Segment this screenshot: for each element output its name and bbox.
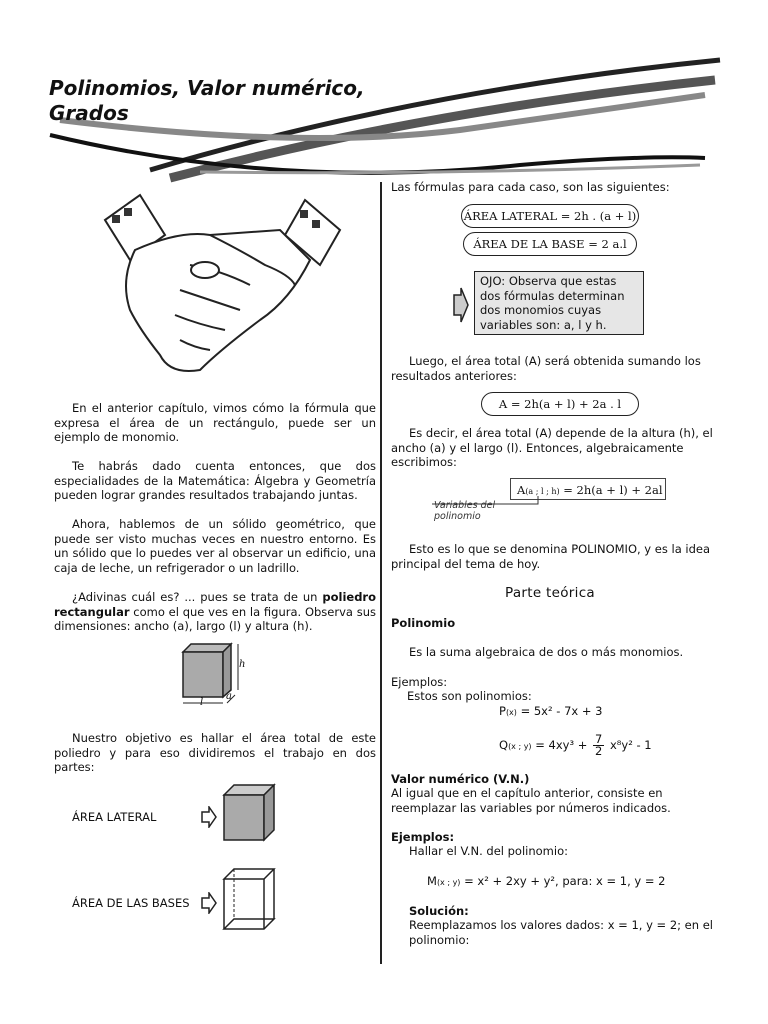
Q-fraction-den: 2: [595, 744, 603, 758]
formula-area-base: ÁREA DE LA BASE = 2 a.l: [463, 232, 637, 256]
ejemplos-label: Ejemplos:: [391, 675, 448, 689]
area-bases-label: ÁREA DE LAS BASES: [72, 896, 190, 910]
M-subscript: (x ; y): [436, 878, 461, 887]
page-title: [49, 76, 365, 126]
Q-subscript: (x ; y): [508, 742, 532, 751]
fig-label-a: a: [226, 691, 232, 702]
paragraph-intro: En el anterior capítulo, vimos cómo la fórmula que expresa el área de un rectángulo, puede ser un ejemplo de monomio.: [54, 401, 376, 444]
paragraph-objetivo: Nuestro objetivo es hallar el área total de este poliedro y para eso dividiremos el trabajo en dos partes:: [54, 731, 376, 774]
Q-fraction-num: 7: [595, 732, 603, 746]
poliedro-bold: poliedro rectangular: [54, 590, 376, 619]
box-formula-text: = 2h(a + l) + 2al: [563, 483, 663, 497]
Q-label: Q: [499, 738, 509, 752]
formulas-intro: Las fórmulas para cada caso, son las siguientes:: [391, 180, 670, 194]
estos-label: Estos son polinomios:: [407, 689, 532, 703]
P-label: P: [499, 704, 506, 718]
rectangular-prism-figure: [175, 640, 255, 712]
P-expression: = 5x² - 7x + 3: [520, 704, 603, 718]
polinomio-definition: Es la suma algebraica de dos o más monomios.: [409, 645, 684, 659]
formula-area-total: A = 2h(a + l) + 2a . l: [481, 392, 639, 416]
box-subscript: (a ; l ; h): [525, 487, 560, 496]
box-A: A: [517, 483, 526, 497]
P-subscript: (x): [505, 708, 517, 717]
polynomial-M: [427, 874, 665, 888]
formula-area-lateral: ÁREA LATERAL = 2h . (a + l): [461, 204, 639, 228]
M-expression: = x² + 2xy + y², para: x = 1, y = 2: [464, 874, 666, 888]
page-title-line2: Grados: [49, 101, 129, 125]
M-label: M: [427, 874, 437, 888]
valor-numerico-definition: Al igual que en el capítulo anterior, consiste en reemplazar las variables por números indicados.: [391, 786, 671, 815]
right-arrow-icon: [200, 806, 218, 828]
right-arrow-icon: [200, 892, 218, 914]
hallar-text: Hallar el V.N. del polinomio:: [409, 844, 568, 858]
heading-valor-numerico: Valor numérico (V.N.): [391, 772, 530, 786]
ojo-note-box: OJO: Observa que estas dos fórmulas determinan dos monomios cuyas variables son: a, l y h.: [474, 271, 644, 335]
Q-fraction: [593, 734, 604, 757]
area-lateral-label: ÁREA LATERAL: [72, 810, 157, 824]
handshake-icon: [90, 190, 360, 390]
heading-polinomio: Polinomio: [391, 616, 456, 630]
fig-label-l: l: [200, 697, 204, 708]
variables-note: [434, 500, 495, 522]
section-heading-parte-teorica: Parte teórica: [504, 585, 595, 601]
Q-expression-a: = 4xy³ +: [535, 738, 588, 752]
paragraph-solid: Ahora, hablemos de un sólido geométrico, que puede ser visto muchas veces en nuestro entorno. Es un sólido que lo puedes ver al observar un edificio, una caja de leche, un refrigerador o un ladrillo.: [54, 517, 376, 575]
poliedro-text-a: ¿Adivinas cuál es? ... pues se trata de un: [72, 590, 323, 604]
lateral-prism-figure: [222, 783, 282, 843]
polynomial-P: [499, 704, 602, 718]
paragraph-es-decir: Es decir, el área total (A) depende de la altura (h), el ancho (a) y el largo (l). Entonces, algebraicamente escribimos:: [391, 426, 713, 469]
solucion-text: Reemplazamos los valores dados: x = 1, y = 2; en el polinomio:: [409, 918, 713, 947]
paragraph-specialties: Te habrás dado cuenta entonces, que dos especialidades de la Matemática: Álgebra y Geometría pueden lograr grandes resultados trabajando juntas.: [54, 459, 376, 502]
page-title-line1: Polinomios, Valor numérico,: [49, 76, 365, 100]
column-divider: [380, 182, 382, 964]
right-arrow-icon: [453, 287, 469, 323]
paragraph-luego: Luego, el área total (A) será obtenida sumando los resultados anteriores:: [391, 354, 701, 383]
poliedro-text-b: como el que ves en la figura. Observa sus dimensiones: ancho (a), largo (l) y altura (h).: [54, 604, 376, 633]
var-note-line2: polinomio: [434, 511, 481, 522]
ejemplos-heading-2: Ejemplos:: [391, 830, 455, 844]
paragraph-esto: Esto es lo que se denomina POLINOMIO, y es la idea principal del tema de hoy.: [391, 542, 711, 571]
solucion-heading: Solución:: [409, 904, 469, 918]
Q-expression-b: x⁸y² - 1: [609, 738, 652, 752]
var-note-line1: Variables del: [434, 500, 496, 511]
paragraph-poliedro: [54, 590, 376, 634]
fig-label-h: h: [239, 659, 246, 670]
polynomial-Q: [499, 734, 652, 757]
bases-prism-figure: [222, 867, 282, 933]
